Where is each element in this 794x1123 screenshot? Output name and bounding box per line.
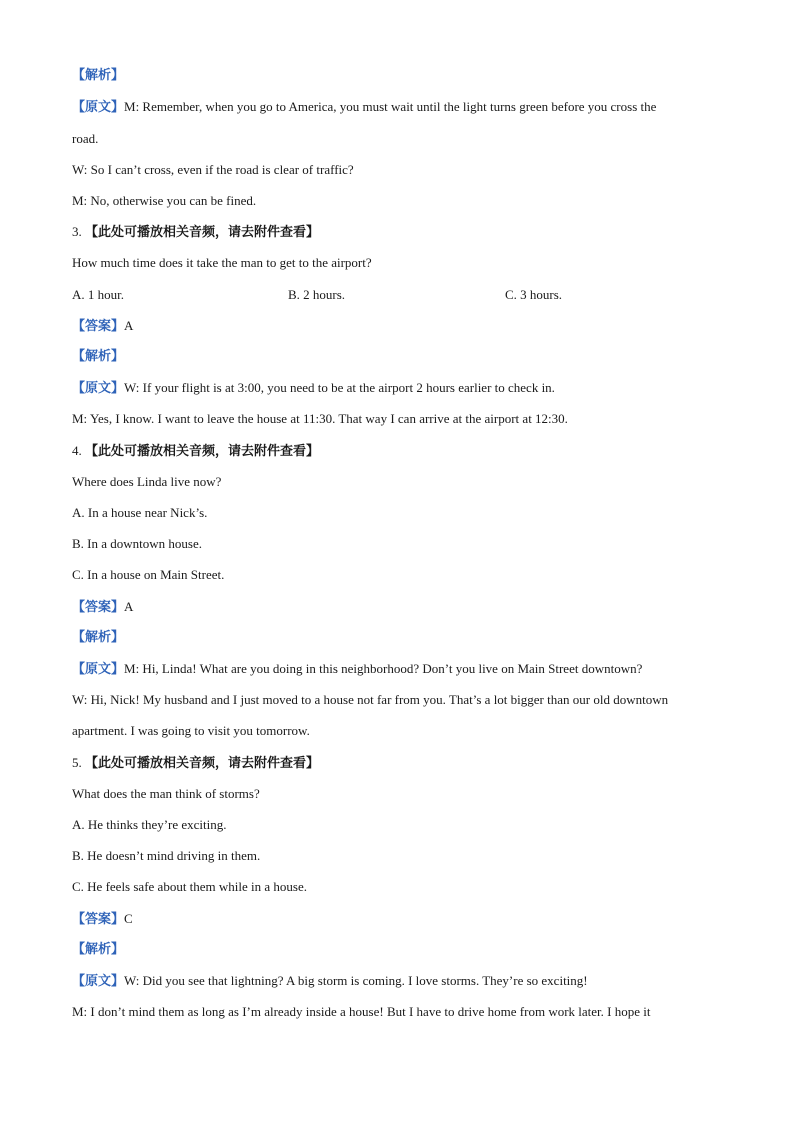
q3-analysis-label: 【解析】	[72, 349, 125, 364]
q3-option-c: C. 3 hours.	[505, 287, 563, 302]
q5-option-a: A. He thinks they’re exciting.	[72, 817, 227, 832]
q3-answer-value: A	[124, 318, 134, 333]
q3-original-label: 【原文】	[72, 381, 125, 396]
q4-original-line1	[72, 661, 734, 678]
q3-answer-label: 【答案】	[72, 319, 125, 334]
q5-original-label: 【原文】	[72, 974, 125, 989]
q3-audio-note: 【此处可播放相关音频，请去附件查看】	[85, 225, 320, 240]
q3-number: 3.	[72, 224, 82, 239]
q4-option-a: A. In a house near Nick’s.	[72, 505, 208, 520]
q4-option-b: B. In a downtown house.	[72, 536, 202, 551]
q5-answer	[72, 911, 734, 928]
q2-original-line1	[72, 99, 734, 116]
q3-question: How much time does it take the man to get to the airport?	[72, 255, 372, 270]
q2-original-line4: M: No, otherwise you can be fined.	[72, 193, 257, 208]
q5-original-line1	[72, 973, 734, 990]
q5-question: What does the man think of storms?	[72, 786, 260, 801]
q5-answer-value: C	[124, 911, 133, 926]
q5-original-line2: M: I don’t mind them as long as I’m already inside a house! But I have to drive home from work later. I hope it	[72, 1004, 651, 1019]
q5-number: 5.	[72, 755, 82, 770]
q4-header	[72, 443, 734, 460]
q5-original-text1: W: Did you see that lightning? A big storm is coming. I love storms. They’re so exciting!	[124, 973, 588, 988]
q3-original-line1	[72, 380, 734, 397]
q2-original-line2: road.	[72, 131, 99, 146]
q4-number: 4.	[72, 443, 82, 458]
q4-option-c: C. In a house on Main Street.	[72, 567, 225, 582]
q5-analysis-label: 【解析】	[72, 942, 125, 957]
q5-option-b: B. He doesn’t mind driving in them.	[72, 848, 261, 863]
q4-original-text1: M: Hi, Linda! What are you doing in this neighborhood? Don’t you live on Main Street downtown?	[124, 661, 643, 676]
q4-answer	[72, 599, 734, 616]
q2-original-line3: W: So I can’t cross, even if the road is clear of traffic?	[72, 162, 354, 177]
q4-original-line2: W: Hi, Nick! My husband and I just moved to a house not far from you. That’s a lot bigger than our old downtown	[72, 692, 669, 707]
q3-answer	[72, 318, 734, 335]
q5-answer-label: 【答案】	[72, 912, 125, 927]
q3-original-text1: W: If your flight is at 3:00, you need to be at the airport 2 hours earlier to check in.	[124, 380, 555, 395]
q3-option-b: B. 2 hours.	[288, 287, 346, 302]
q2-original-label: 【原文】	[72, 100, 125, 115]
q3-option-a: A. 1 hour.	[72, 287, 124, 302]
q4-original-label: 【原文】	[72, 662, 125, 677]
q4-audio-note: 【此处可播放相关音频，请去附件查看】	[85, 444, 320, 459]
q3-original-line2: M: Yes, I know. I want to leave the house at 11:30. That way I can arrive at the airport at 12:30.	[72, 411, 568, 426]
q5-audio-note: 【此处可播放相关音频，请去附件查看】	[85, 756, 320, 771]
q3-header	[72, 224, 734, 241]
q4-analysis-label: 【解析】	[72, 630, 125, 645]
q2-original-text1: M: Remember, when you go to America, you must wait until the light turns green before you cross the	[124, 99, 657, 114]
q4-answer-value: A	[124, 599, 134, 614]
q4-answer-label: 【答案】	[72, 600, 125, 615]
q2-analysis-label: 【解析】	[72, 68, 125, 83]
q4-question: Where does Linda live now?	[72, 474, 222, 489]
q5-option-c: C. He feels safe about them while in a house.	[72, 879, 308, 894]
q4-original-line3: apartment. I was going to visit you tomorrow.	[72, 723, 310, 738]
q5-header	[72, 755, 734, 772]
